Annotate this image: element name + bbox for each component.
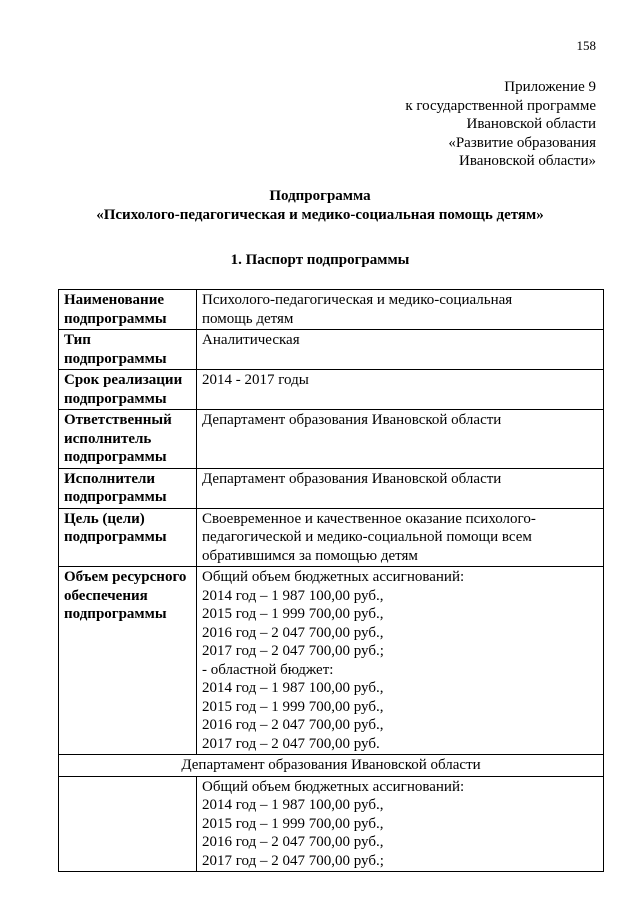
row-value-line: 2017 год – 2 047 700,00 руб.; (202, 852, 384, 869)
row-label (59, 776, 197, 872)
row-value-line: - областной бюджет: (202, 661, 334, 678)
row-value-line: педагогической и медико-социальной помощи всем (202, 529, 532, 545)
row-label (59, 290, 197, 330)
row-value-line: 2015 год – 1 999 700,00 руб., (202, 606, 384, 622)
row-label-line: подпрограммы (64, 529, 167, 545)
page-number: 158 (576, 38, 596, 53)
appendix-line: к государственной программе (405, 97, 596, 114)
row-label (59, 330, 197, 370)
row-value-line: помощь детям (202, 310, 294, 327)
table-row (59, 290, 604, 330)
row-value-line: Психолого-педагогическая и медико-социальная (202, 292, 513, 308)
row-label-line: Объем ресурсного (64, 569, 187, 585)
row-label (59, 370, 197, 410)
row-value-line: Департамент образования Ивановской области (202, 412, 502, 428)
row-value-line: Департамент образования Ивановской области (202, 470, 502, 487)
merged-department-cell: Департамент образования Ивановской области (59, 755, 604, 777)
row-value (197, 330, 604, 370)
row-value (197, 567, 604, 755)
section-title: 1. Паспорт подпрограммы (230, 252, 410, 268)
row-label-line: подпрограммы (64, 449, 167, 465)
row-value-line: 2014 год – 1 987 100,00 руб., (202, 680, 384, 696)
table-row (59, 567, 604, 755)
row-label-line: Цель (цели) (64, 510, 145, 527)
row-value-line: Своевременное и качественное оказание психолого- (202, 510, 536, 527)
row-label (59, 508, 197, 567)
appendix-line: Ивановской области (466, 116, 596, 132)
table-row (59, 776, 604, 872)
row-value-line: 2015 год – 1 999 700,00 руб., (202, 698, 384, 715)
row-value-line: Общий объем бюджетных ассигнований: (202, 778, 465, 795)
row-value-line: 2016 год – 2 047 700,00 руб., (202, 834, 384, 850)
row-value (197, 776, 604, 872)
row-value-line: 2017 год – 2 047 700,00 руб.; (202, 643, 384, 659)
subprogram-title (0, 187, 640, 224)
table-row-merged (59, 755, 604, 777)
appendix-line: «Развитие образования (448, 134, 596, 151)
row-label-line: Наименование (64, 292, 164, 308)
row-value-line: 2016 год – 2 047 700,00 руб., (202, 624, 384, 641)
row-value-line: 2017 год – 2 047 700,00 руб. (202, 735, 380, 752)
appendix-line: Ивановской области» (459, 153, 596, 169)
row-value (197, 468, 604, 508)
row-value (197, 290, 604, 330)
row-value (197, 508, 604, 567)
table-row (59, 410, 604, 469)
row-value-line: обратившимся за помощью детям (202, 547, 418, 564)
appendix-line: Приложение 9 (504, 79, 596, 95)
row-label-line: подпрограммы (64, 489, 167, 505)
appendix-header (405, 78, 596, 171)
row-value-line: Общий объем бюджетных ассигнований: (202, 569, 465, 585)
table-row (59, 468, 604, 508)
row-label-line: подпрограммы (64, 390, 167, 407)
row-label-line: подпрограммы (64, 310, 167, 327)
row-label-line: Тип (64, 332, 91, 348)
row-label (59, 567, 197, 755)
row-value-line: 2016 год – 2 047 700,00 руб., (202, 717, 384, 733)
row-value-line: 2014 год – 1 987 100,00 руб., (202, 797, 384, 813)
row-value-line: 2015 год – 1 999 700,00 руб., (202, 815, 384, 832)
table-row (59, 370, 604, 410)
row-value-line: 2014 год – 1 987 100,00 руб., (202, 587, 384, 604)
row-label-line: Ответственный (64, 412, 172, 428)
row-label-line: обеспечения (64, 587, 148, 604)
row-label-line: Срок реализации (64, 372, 183, 388)
subprogram-title-line1: Подпрограмма (269, 188, 371, 204)
row-label (59, 410, 197, 469)
row-value (197, 410, 604, 469)
row-value-line: Аналитическая (202, 332, 300, 348)
row-label-line: подпрограммы (64, 350, 167, 367)
row-label-line: подпрограммы (64, 606, 167, 622)
table-row (59, 508, 604, 567)
passport-table (58, 289, 604, 872)
subprogram-title-line2: «Психолого-педагогическая и медико-социальная помощь детям» (96, 206, 544, 223)
table-row (59, 330, 604, 370)
row-label (59, 468, 197, 508)
row-value-line: 2014 - 2017 годы (202, 372, 309, 388)
row-label-line: Исполнители (64, 470, 156, 487)
row-label-line: исполнитель (64, 430, 152, 447)
row-value (197, 370, 604, 410)
